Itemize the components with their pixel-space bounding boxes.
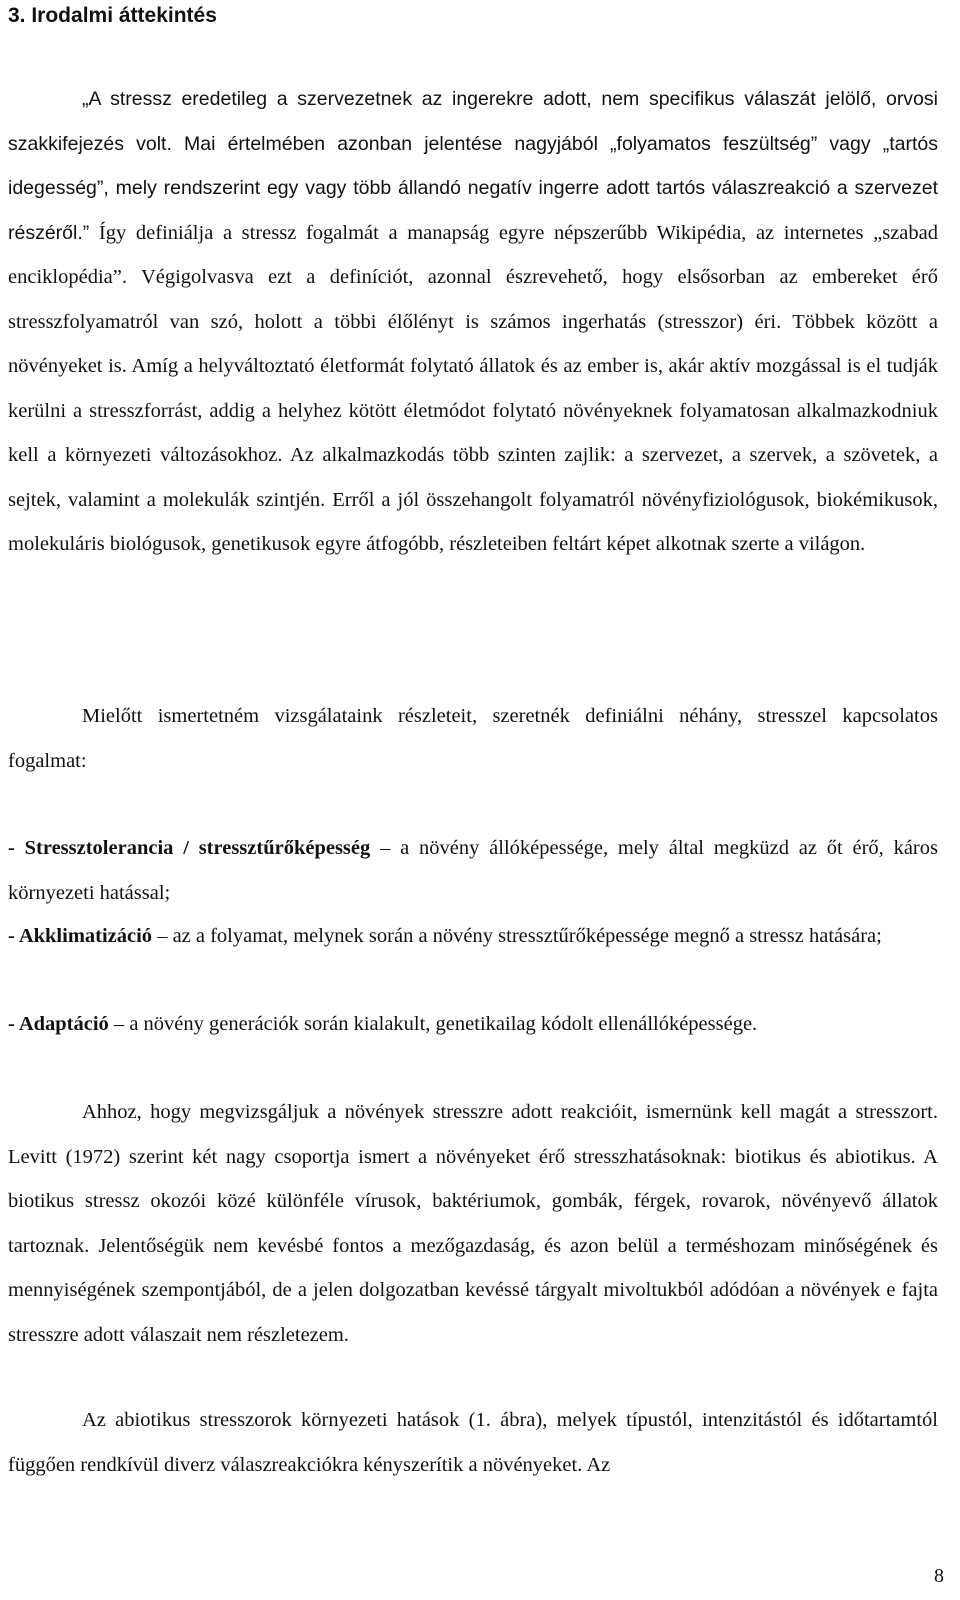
definition-text: – a növény állóképessége, mely által megküzd az őt érő, káros környezeti hatással;	[8, 837, 938, 904]
definition-stress-tolerance	[8, 826, 938, 915]
definition-term: - Akklimatizáció	[8, 925, 153, 947]
intro-paragraph	[8, 77, 938, 567]
section-heading: 3. Irodalmi áttekintés	[8, 4, 217, 27]
page-number: 8	[934, 1565, 944, 1587]
definition-text: – az a folyamat, melynek során a növény stressztűrőképessége megnő a stressz hatására;	[152, 925, 882, 947]
definitions-intro-paragraph: Mielőtt ismertetném vizsgálataink részleteit, szeretnék definiálni néhány, stresszel kapcsolatos fogalmat:	[8, 705, 938, 772]
wikipedia-quote: „A stressz eredetileg a szervezetnek az ingerekre adott, nem specifikus válaszát jelölő, orvosi szakkifejezés volt. Mai értelmében azonban jelentése nagyjából „folyamatos feszültség” vagy „tartós idegesség”, mely rendszerint egy vagy több állandó negatív ingerre adott tartós válaszreakció a szervezet részéről.”	[8, 88, 938, 244]
definition-term: - Adaptáció	[8, 1013, 109, 1035]
definition-adaptation	[8, 1002, 938, 1047]
intro-text: Így definiálja a stressz fogalmát a manapság egyre népszerűbb Wikipédia, az internetes „szabad enciklopédia”. Végigolvasva ezt a definíciót, azonnal észrevehető, hogy elsősorban az embereket érő stresszfolyamatról van szó, holott a többi élőlényt is számos ingerhatás (stresszor) éri. Többek között a növényeket is.	[8, 221, 938, 377]
definition-text: – a növény generációk során kialakult, genetikailag kódolt ellenállóképessége.	[108, 1013, 758, 1035]
abiotic-paragraph: Az abiotikus stresszorok környezeti hatások (1. ábra), melyek típustól, intenzitástól és időtartamtól függően rendkívül diverz válaszreakciókra kényszerítik a növényeket. Az	[8, 1409, 938, 1476]
definition-term: - Stressztolerancia / stressztűrőképesség	[8, 837, 371, 859]
definition-acclimatization	[8, 914, 938, 959]
stressor-paragraph: Ahhoz, hogy megvizsgáljuk a növények stresszre adott reakcióit, ismernünk kell magát a stresszort. Levitt (1972) szerint két nagy csoportja ismert a növényeket érő stresszhatásoknak: biotikus és abiotikus. A biotikus stressz okozói közé különféle vírusok, baktériumok, gombák, férgek, rovarok, növényevő állatok tartoznak. Jelentőségük nem kevésbé fontos a mezőgazdaság, és azon belül a terméshozam minőségének és mennyiségének szempontjából, de a jelen dolgozatban kevéssé tárgyalt mivoltukból adódóan a növények e fajta stresszre adott válaszait nem részletezem.	[8, 1101, 938, 1346]
adaptation-text: Amíg a helyváltoztató életformát folytató állatok és az ember is, akár aktív mozgással is el tudják kerülni a stresszforrást, addig a helyhez kötött életmódot folytató növényeknek folyamatosan alkalmazkodniuk kell a környezeti változásokhoz. Az alkalmazkodás több szinten zajlik: a szervezet, a szervek, a szövetek, a sejtek, valamint a molekulák szintjén. Erről a jól összehangolt folyamatról növényfiziológusok, biokémikusok, molekuláris biológusok, genetikusok egyre átfogóbb, részleteiben feltárt képet alkotnak szerte a világon.	[8, 355, 938, 555]
